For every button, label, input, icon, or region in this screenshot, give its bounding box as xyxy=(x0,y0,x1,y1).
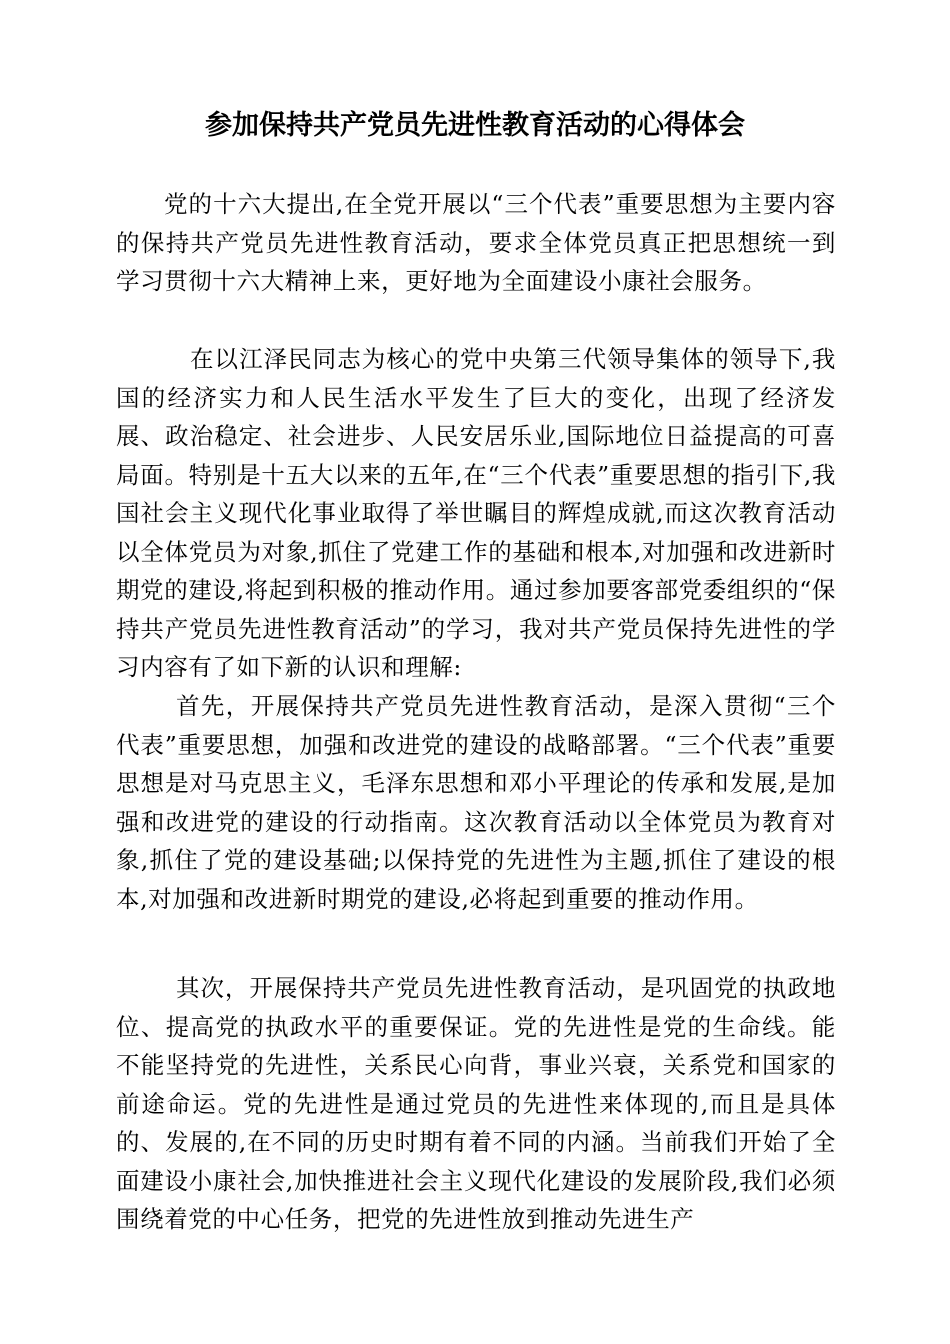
paragraph-first-point: 首先，开展保持共产党员先进性教育活动，是深入贯彻“三个代表”重要思想，加强和改进党的建设的战略部署。“三个代表”重要思想是对马克思主义，毛泽东思想和邓小平理论的传承和发展,是加强和改进党的建设的行动指南。这次教育活动以全体党员为教育对象,抓住了党的建设基础;以保持党的先进性为主题,抓住了建设的根本,对加强和改进新时期党的建设,必将起到重要的推动作用。 xyxy=(116,692,836,913)
paragraph-intro: 党的十六大提出,在全党开展以“三个代表”重要思想为主要内容的保持共产党员先进性教育活动，要求全体党员真正把思想统一到学习贯彻十六大精神上来，更好地为全面建设小康社会服务。 xyxy=(116,190,836,295)
paragraph-background: 在以江泽民同志为核心的党中央第三代领导集体的领导下,我国的经济实力和人民生活水平发生了巨大的变化，出现了经济发展、政治稳定、社会进步、人民安居乐业,国际地位日益提高的可喜局面。特别是十五大以来的五年,在“三个代表”重要思想的指引下,我国社会主义现代化事业取得了举世瞩目的辉煌成就,而这次教育活动以全体党员为对象,抓住了党建工作的基础和根本,对加强和改进新时期党的建设,将起到积极的推动作用。通过参加要客部党委组织的“保持共产党员先进性教育活动”的学习，我对共产党员保持先进性的学习内容有了如下新的认识和理解: xyxy=(116,345,836,681)
document-title: 参加保持共产党员先进性教育活动的心得体会 xyxy=(205,110,745,141)
paragraph-second-point: 其次，开展保持共产党员先进性教育活动，是巩固党的执政地位、提高党的执政水平的重要保证。党的先进性是党的生命线。能不能坚持党的先进性，关系民心向背，事业兴衰，关系党和国家的前途命运。党的先进性是通过党员的先进性来体现的,而且是具体的、发展的,在不同的历史时期有着不同的内涵。当前我们开始了全面建设小康社会,加快推进社会主义现代化建设的发展阶段,我们必须围绕着党的中心任务，把党的先进性放到推动先进生产 xyxy=(116,974,836,1233)
